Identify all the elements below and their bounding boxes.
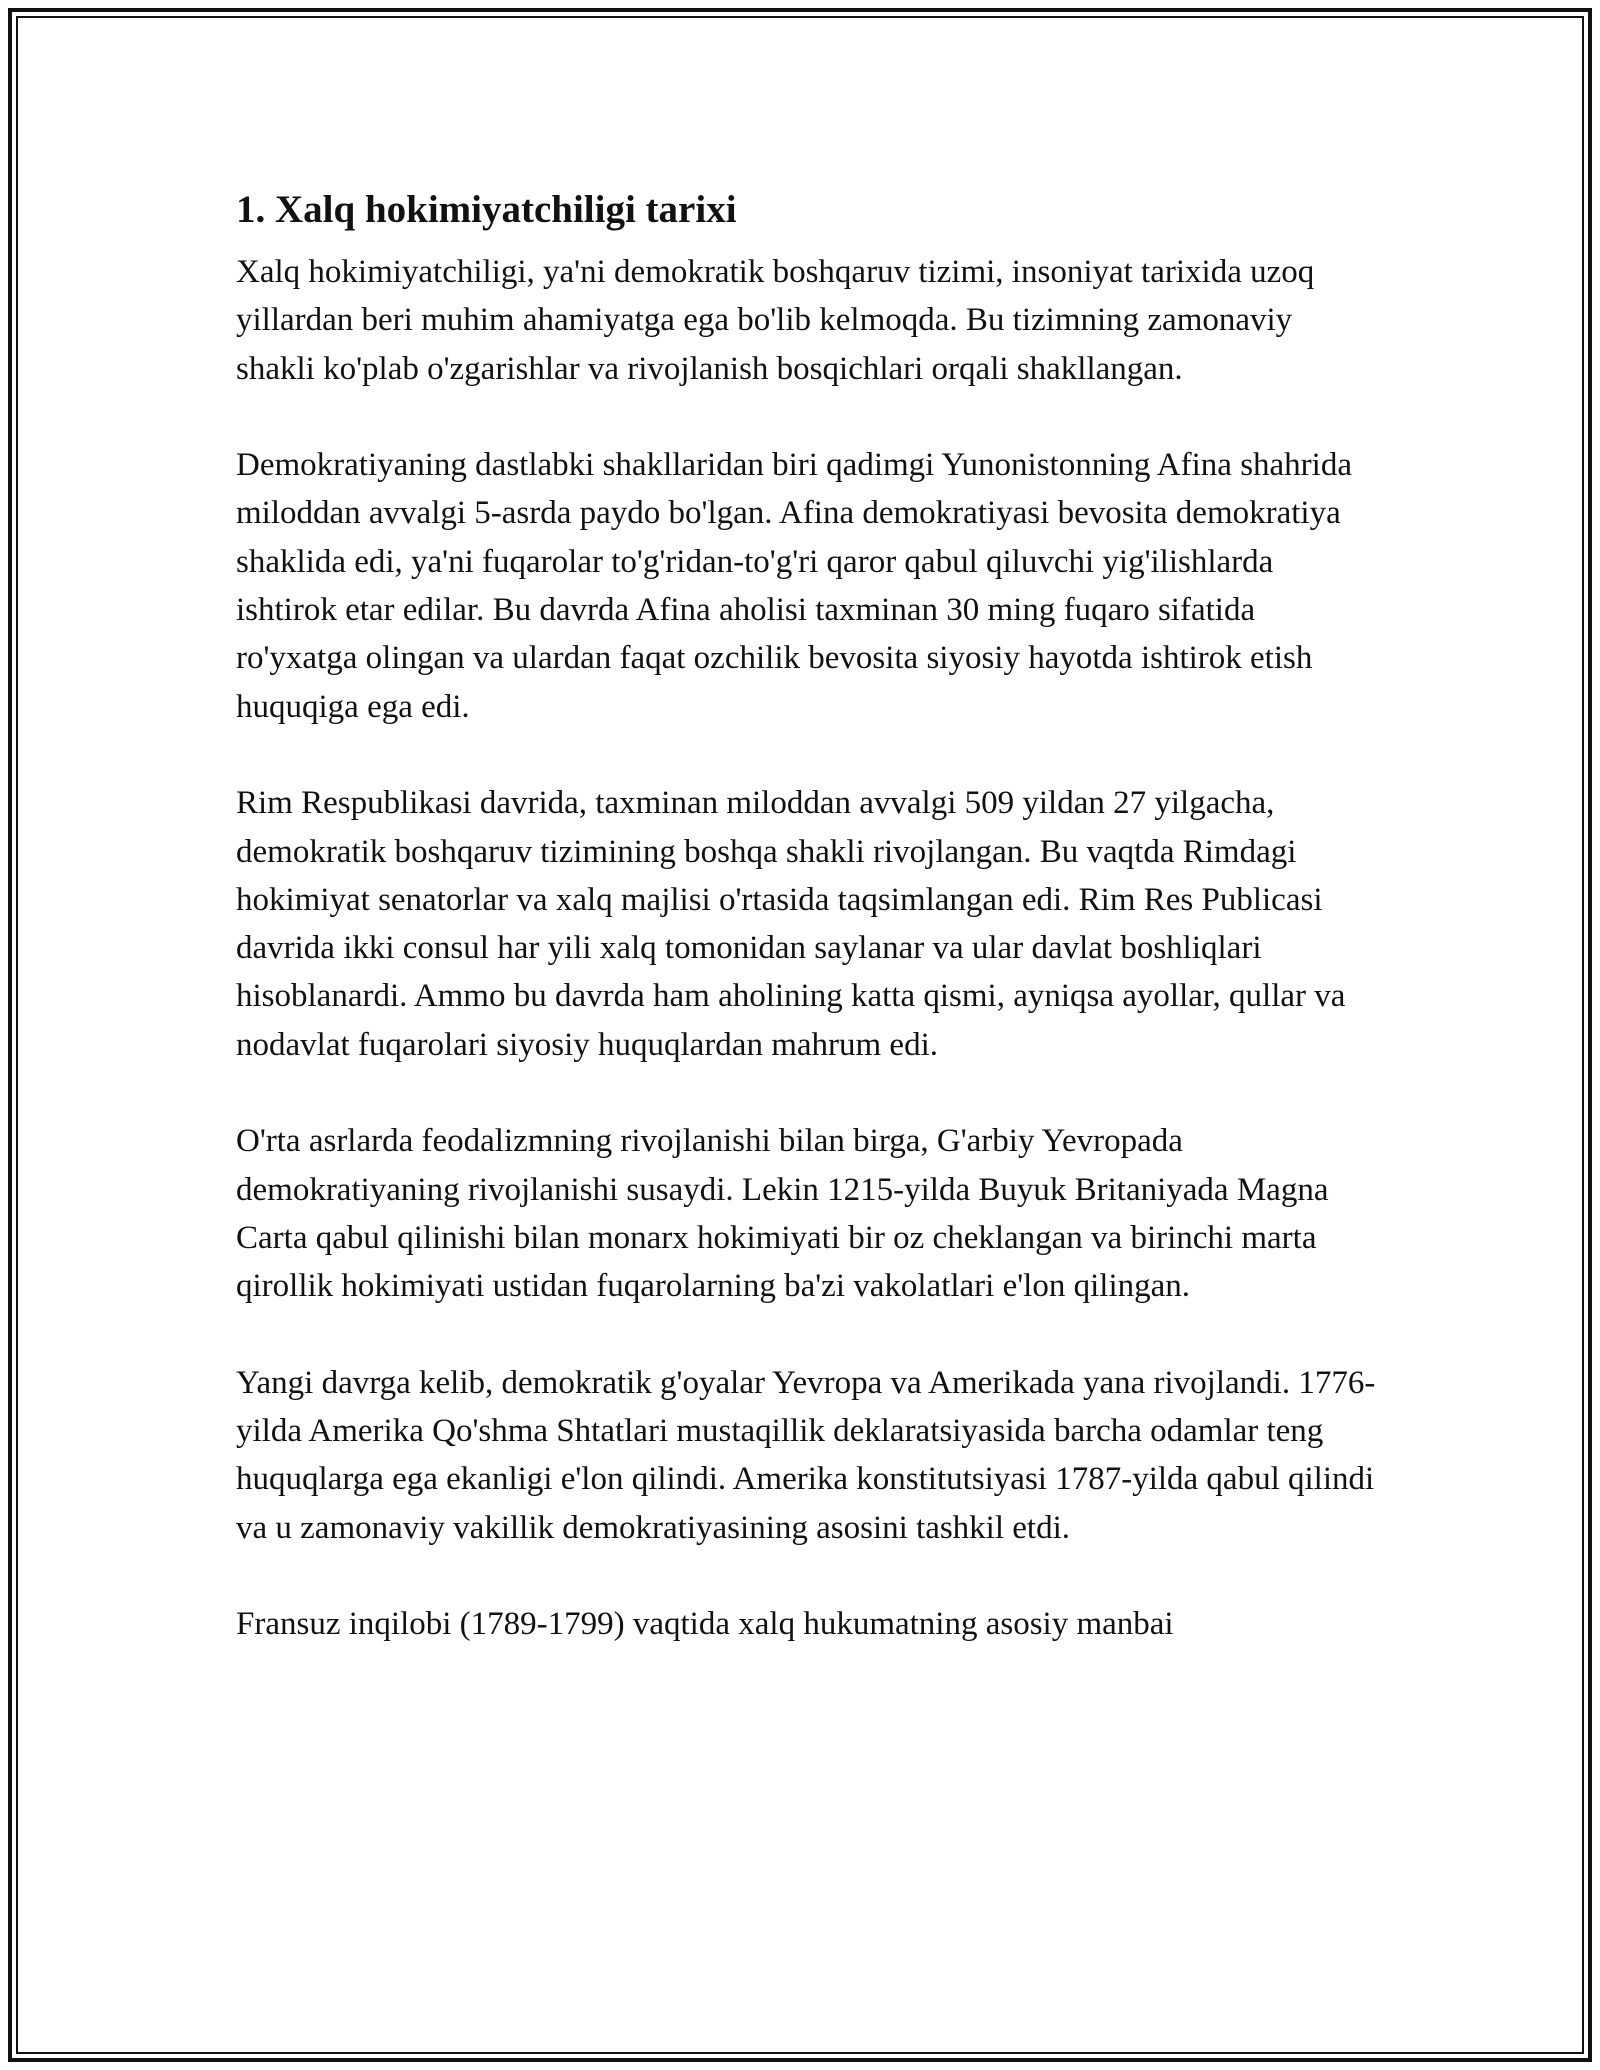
- document-body: [236, 186, 1376, 1649]
- paragraph-french-revolution: Fransuz inqilobi (1789-1799) vaqtida xalq hukumatning asosiy manbai: [236, 1606, 1174, 1643]
- paragraph-modern-era: Yangi davrga kelib, demokratik g'oyalar Yevropa va Amerikada yana rivojlandi. 1776-yilda Amerika Qo'shma Shtatlari mustaqillik deklaratsiyasida barcha odamlar teng huquqlarga ega ekanligi e'lon qilindi. Amerika konstitutsiyasi 1787-yilda qabul qilindi va u zamonaviy vakillik demokratiyasining asosini tashkil etdi.: [236, 1364, 1376, 1546]
- paragraph-intro: Xalq hokimiyatchiligi, ya'ni demokratik boshqaruv tizimi, insoniyat tarixida uzoq yillardan beri muhim ahamiyatga ega bo'lib kelmoqda. Bu tizimning zamonaviy shakli ko'plab o'zgarishlar va rivojlanish bosqichlari orqali shakllangan.: [236, 254, 1315, 387]
- section-title: 1. Xalq hokimiyatchiligi tarixi: [236, 188, 737, 231]
- paragraph-middle-ages: O'rta asrlarda feodalizmning rivojlanishi bilan birga, G'arbiy Yevropada demokratiyaning rivojlanishi susaydi. Lekin 1215-yilda Buyuk Britaniyada Magna Carta qabul qilinishi bilan monarx hokimiyati bir oz cheklangan va birinchi marta qirollik hokimiyati ustidan fuqarolarning ba'zi vakolatlari e'lon qilingan.: [236, 1123, 1329, 1305]
- paragraph-rome: Rim Respublikasi davrida, taxminan miloddan avvalgi 509 yildan 27 yilgacha, demokratik boshqaruv tizimining boshqa shakli rivojlangan. Bu vaqtda Rimdagi hokimiyat senatorlar va xalq majlisi o'rtasida taqsimlangan edi. Rim Res Publicasi davrida ikki consul har yili xalq tomonidan saylanar va ular davlat boshliqlari hisoblanardi. Ammo bu davrda ham aholining katta qismi, ayniqsa ayollar, qullar va nodavlat fuqarolari siyosiy huquqlardan mahrum edi.: [236, 785, 1346, 1063]
- paragraph-athens: Demokratiyaning dastlabki shakllaridan biri qadimgi Yunonistonning Afina shahrida miloddan avvalgi 5-asrda paydo bo'lgan. Afina demokratiyasi bevosita demokratiya shaklida edi, ya'ni fuqarolar to'g'ridan-to'g'ri qaror qabul qiluvchi yig'ilishlarda ishtirok etar edilar. Bu davrda Afina aholisi taxminan 30 ming fuqaro sifatida ro'yxatga olingan va ulardan faqat ozchilik bevosita siyosiy hayotda ishtirok etish huquqiga ega edi.: [236, 447, 1352, 725]
